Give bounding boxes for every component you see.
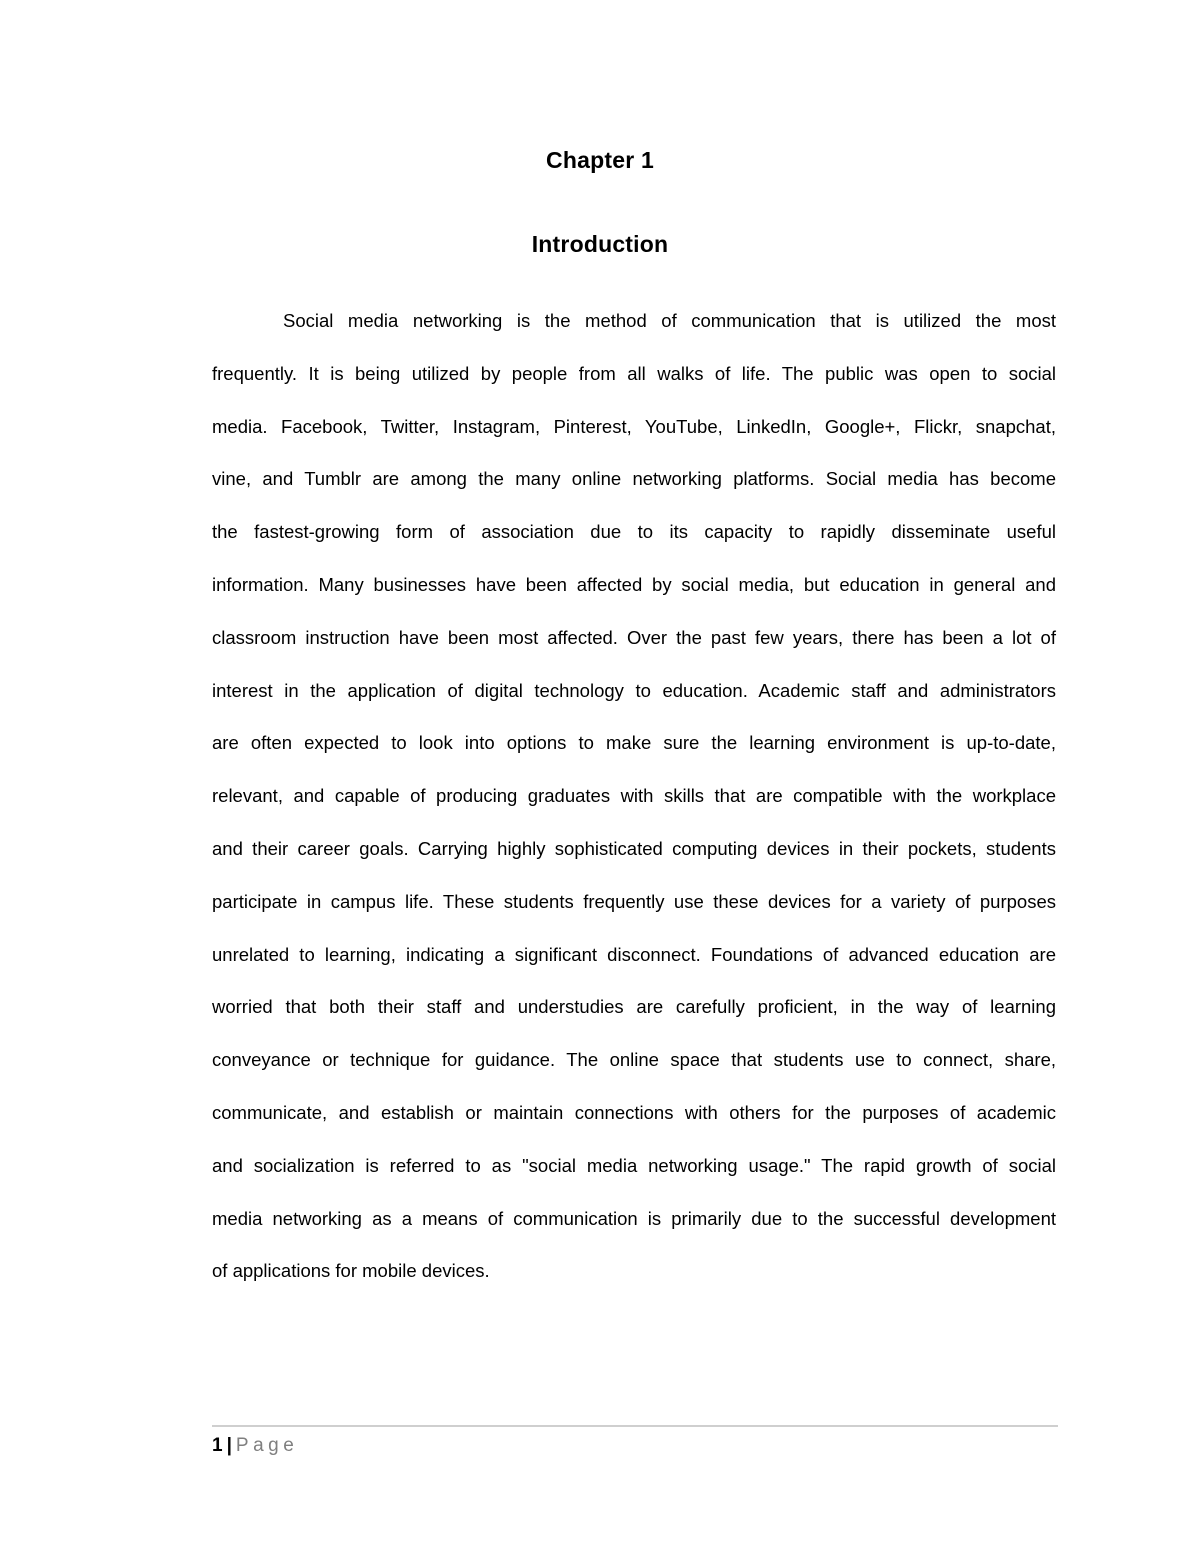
paragraph-line: interest in the application of digital technology to education. Academic staff and administrators — [212, 679, 1056, 701]
body-paragraph — [212, 306, 1056, 1309]
paragraph-line: vine, and Tumblr are among the many online networking platforms. Social media has become — [212, 468, 1056, 490]
page-label: Page — [235, 1435, 299, 1456]
section-title: Introduction — [531, 231, 669, 257]
paragraph-line: communicate, and establish or maintain connections with others for the purposes of academic — [212, 1101, 1056, 1123]
paragraph-line: information. Many businesses have been affected by social media, but education in general and — [212, 573, 1056, 595]
paragraph-line: and their career goals. Carrying highly sophisticated computing devices in their pockets, students — [212, 837, 1056, 859]
paragraph-line: classroom instruction have been most affected. Over the past few years, there has been a lot of — [212, 626, 1056, 648]
paragraph-line: frequently. It is being utilized by people from all walks of life. The public was open to social — [212, 362, 1056, 384]
page-number: 1 — [212, 1435, 223, 1456]
paragraph-line: participate in campus life. These students frequently use these devices for a variety of purposes — [212, 890, 1056, 912]
paragraph-line: worried that both their staff and understudies are carefully proficient, in the way of learning — [212, 996, 1056, 1018]
footer-divider — [212, 1425, 1058, 1427]
page-footer — [212, 1432, 298, 1460]
paragraph-line: media networking as a means of communication is primarily due to the successful development — [212, 1207, 1056, 1229]
paragraph-line: of applications for mobile devices. — [212, 1260, 490, 1282]
paragraph-line: and socialization is referred to as "social media networking usage." The rapid growth of social — [212, 1154, 1056, 1176]
paragraph-line: relevant, and capable of producing graduates with skills that are compatible with the workplace — [212, 785, 1056, 807]
paragraph-line: are often expected to look into options to make sure the learning environment is up-to-date, — [212, 732, 1056, 754]
paragraph-line: unrelated to learning, indicating a significant disconnect. Foundations of advanced education are — [212, 943, 1056, 965]
paragraph-line: Social media networking is the method of communication that is utilized the most — [283, 310, 1056, 331]
paragraph-line: conveyance or technique for guidance. The online space that students use to connect, share, — [212, 1049, 1056, 1071]
footer-separator: | — [226, 1435, 232, 1456]
paragraph-line: the fastest-growing form of association due to its capacity to rapidly disseminate useful — [212, 521, 1056, 543]
paragraph-line: media. Facebook, Twitter, Instagram, Pinterest, YouTube, LinkedIn, Google+, Flickr, snapchat, — [212, 415, 1056, 437]
chapter-heading: Chapter 1 — [546, 147, 654, 173]
